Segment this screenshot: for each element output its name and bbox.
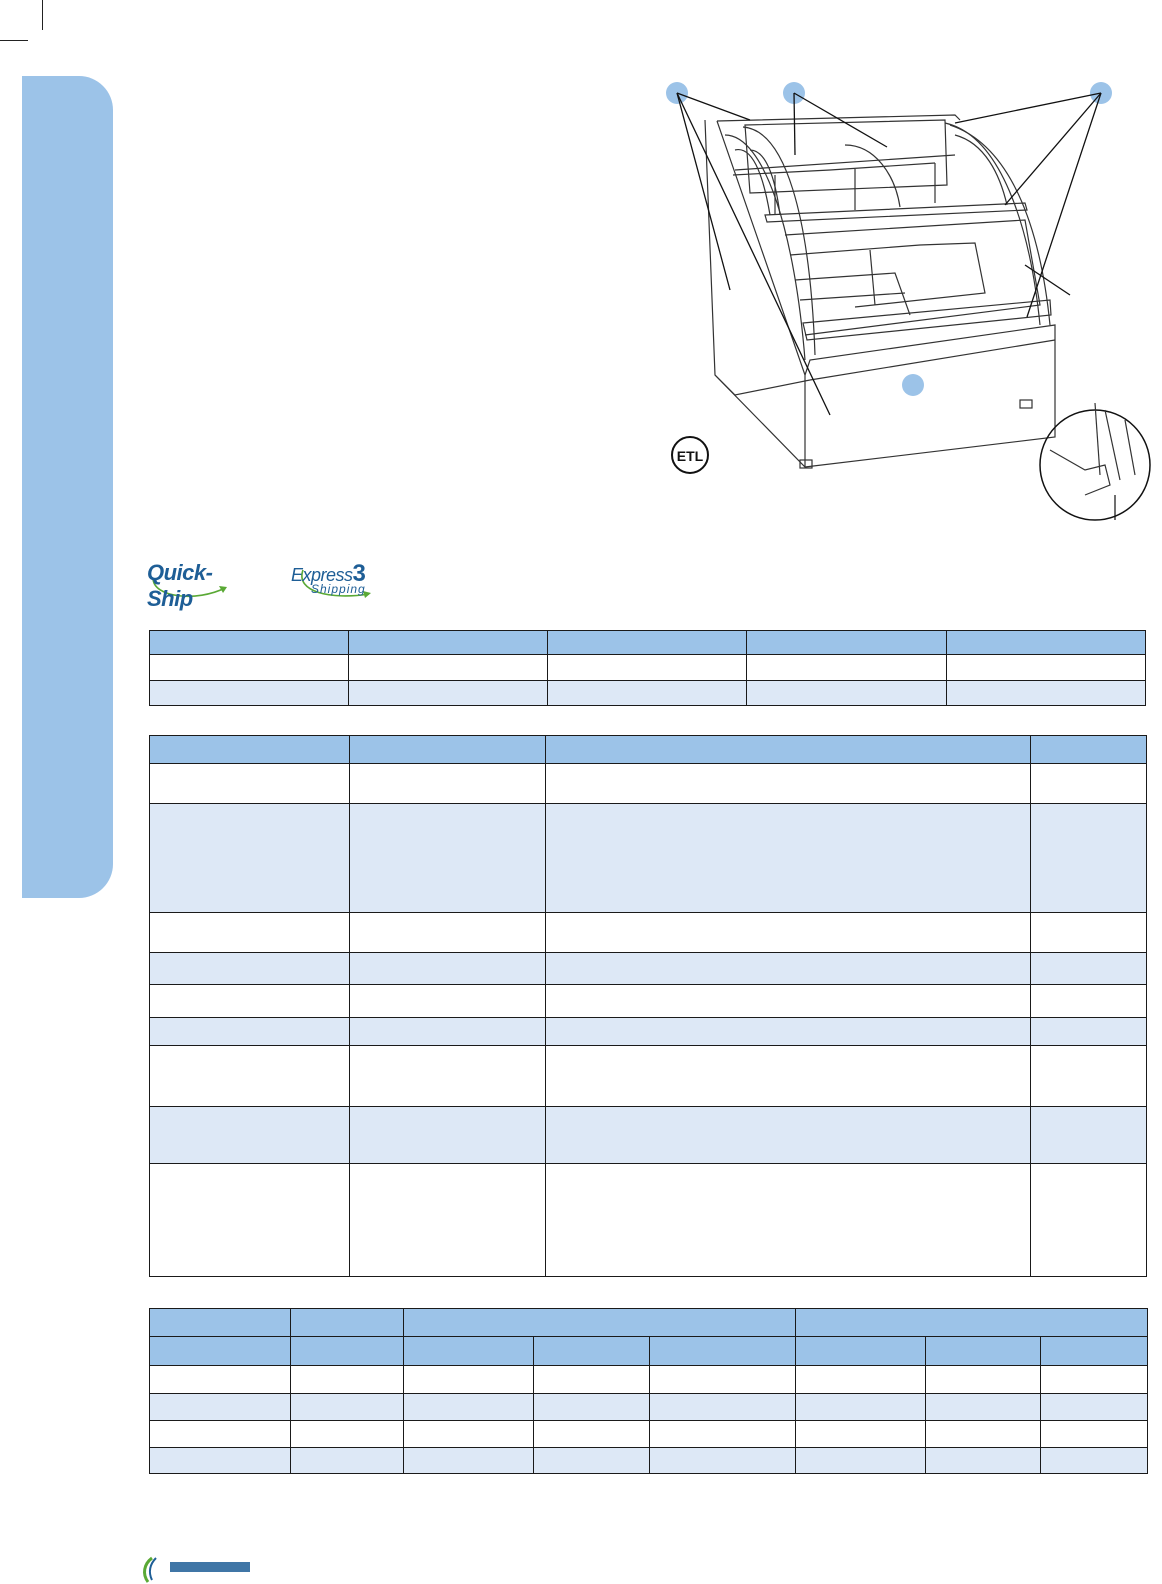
- table-subheader-row: [150, 1337, 1148, 1366]
- table-row: [150, 804, 1147, 913]
- models-table: [149, 630, 1146, 706]
- table-row: [150, 681, 1146, 706]
- crop-mark-vertical: [42, 0, 43, 30]
- table-row: [150, 1046, 1147, 1107]
- table-header-row: [150, 1309, 1148, 1337]
- table-row: [150, 1018, 1147, 1046]
- express-logo-number: 3: [352, 560, 366, 587]
- quick-ship-logo-text: Quick-Ship: [147, 560, 213, 611]
- table-row: [150, 1394, 1148, 1421]
- side-tab: [22, 76, 113, 898]
- brand-swoosh-icon: [136, 1550, 256, 1584]
- features-table: [149, 735, 1147, 1277]
- table-row: [150, 1107, 1147, 1164]
- table-header-row: [150, 631, 1146, 655]
- table-row: [150, 764, 1147, 804]
- table-row: [150, 655, 1146, 681]
- table-row: [150, 1164, 1147, 1277]
- express-shipping-logo: [291, 556, 383, 606]
- express-logo-text: Express3: [291, 560, 366, 587]
- svg-text:ETL: ETL: [676, 448, 704, 464]
- table-row: [150, 913, 1147, 953]
- table-header-row: [150, 736, 1147, 764]
- quick-ship-logo: [147, 558, 257, 611]
- product-drawing: [655, 75, 1155, 525]
- table-row: [150, 953, 1147, 985]
- table-row: [150, 985, 1147, 1018]
- table-row: [150, 1366, 1148, 1394]
- crop-mark-horizontal: [0, 40, 28, 41]
- table-row: [150, 1448, 1148, 1474]
- express-logo-subtext: Shipping: [311, 582, 366, 596]
- dimensions-table: [149, 1308, 1148, 1474]
- table-row: [150, 1421, 1148, 1448]
